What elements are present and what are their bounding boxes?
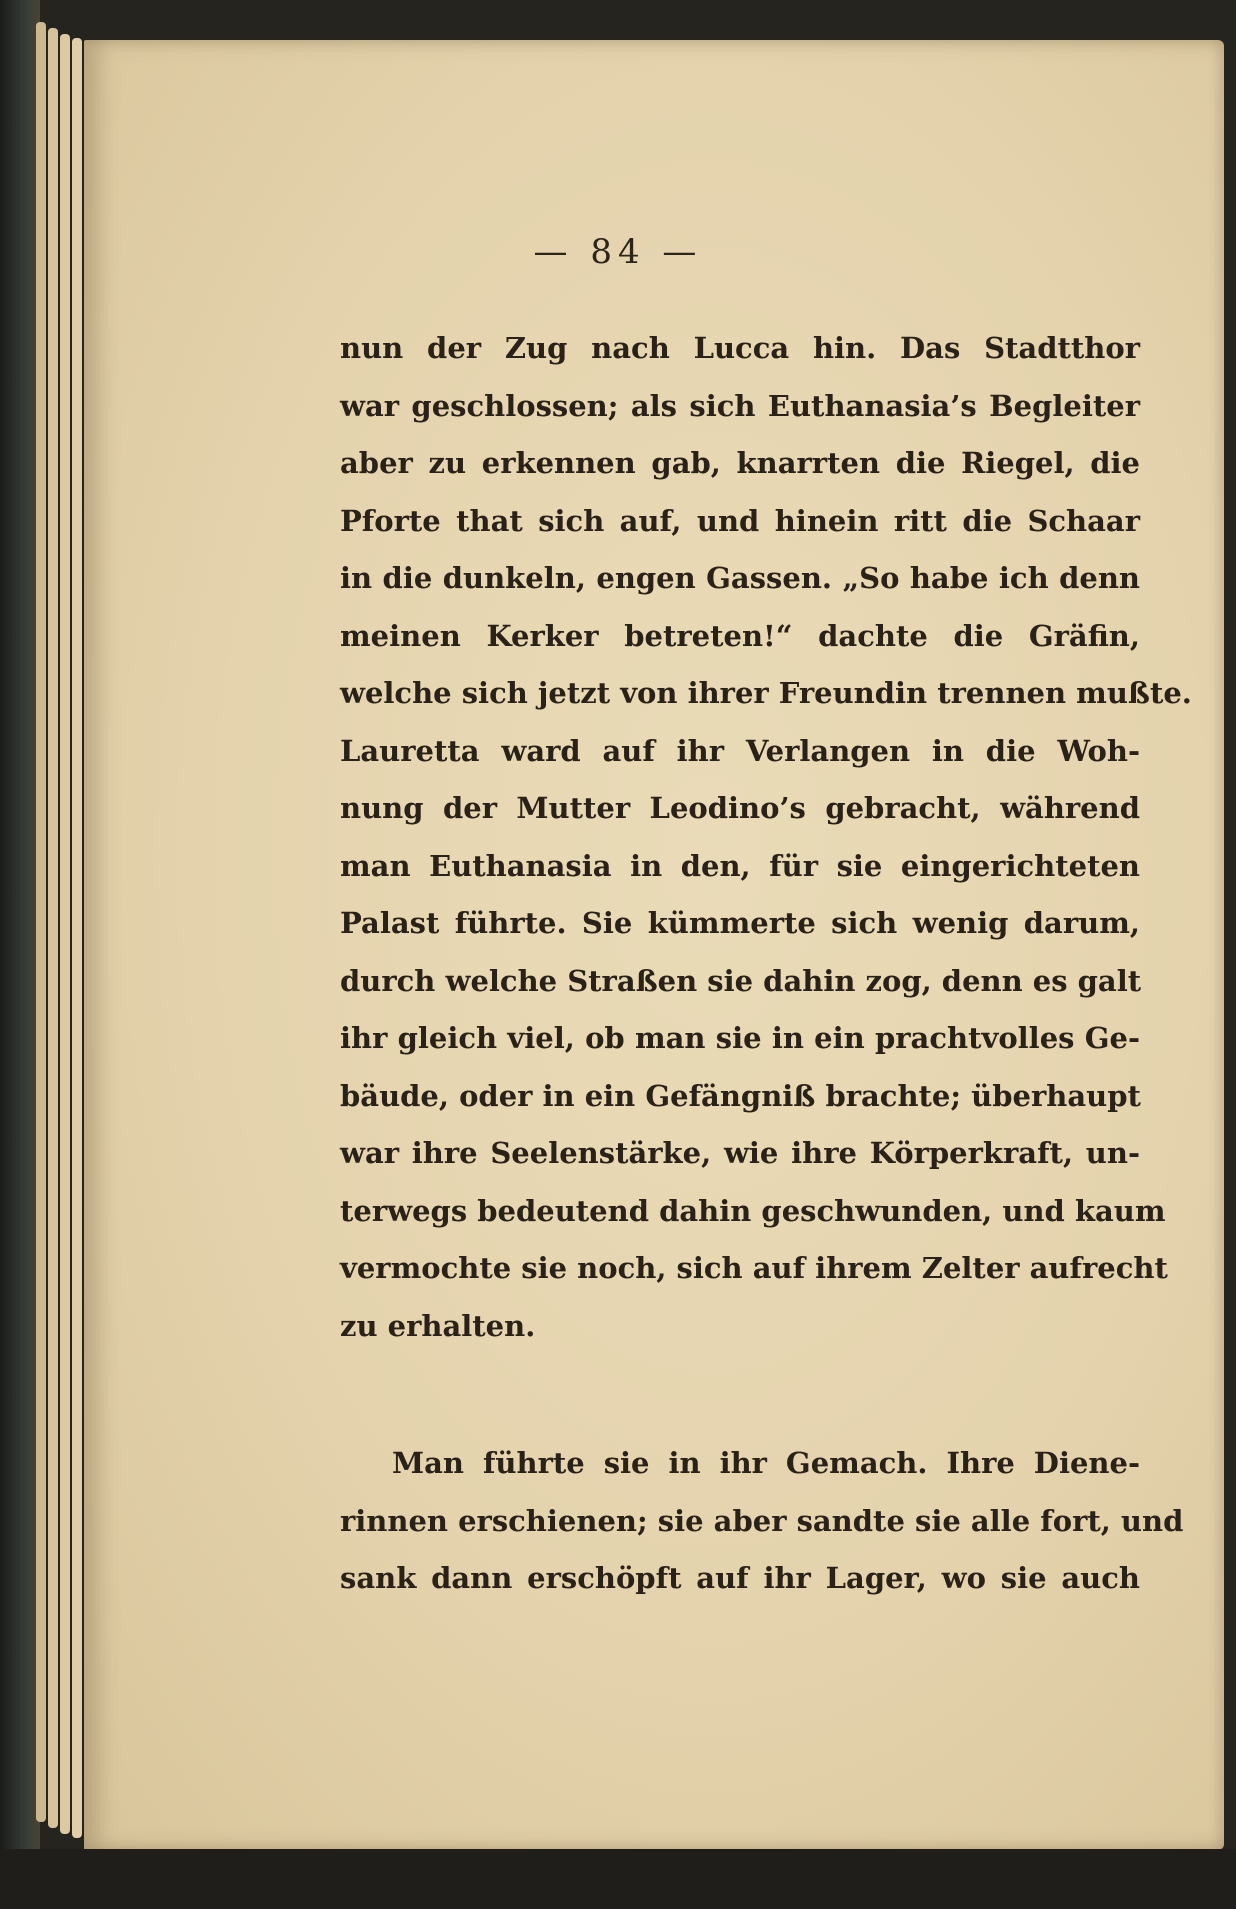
paragraph (340, 1435, 1184, 1608)
text-line: ihr gleich viel, ob man sie in ein prachtvolles Ge- (340, 1021, 1140, 1055)
page-edge (48, 28, 58, 1828)
text-line: zu erhalten. (340, 1308, 536, 1343)
text-line: durch welche Straßen sie dahin zog, denn es galt (340, 963, 1142, 998)
text-line: man Euthanasia in den, für sie eingerichteten (340, 848, 1140, 883)
body-text (340, 320, 1192, 1608)
book-cover-edge (0, 0, 40, 1909)
page-edge (36, 22, 46, 1822)
text-line: vermochte sie noch, sich auf ihrem Zelter aufrecht (340, 1251, 1168, 1285)
scan-bottom-edge (0, 1849, 1236, 1909)
page-edge (72, 38, 82, 1838)
text-line: Pforte that sich auf, und hinein ritt die Schaar (340, 503, 1140, 538)
paragraph (340, 320, 1192, 1355)
text-line: welche sich jetzt von ihrer Freundin trennen mußte. (340, 676, 1192, 710)
text-line: bäude, oder in ein Gefängniß brachte; überhaupt (340, 1078, 1141, 1113)
text-line: war ihre Seelenstärke, wie ihre Körperkraft, un- (340, 1136, 1140, 1170)
text-line: nung der Mutter Leodino’s gebracht, während (340, 791, 1140, 825)
text-line: in die dunkeln, engen Gassen. „So habe ich denn (340, 561, 1140, 595)
paragraph-gap (340, 1355, 1140, 1435)
text-line: Lauretta ward auf ihr Verlangen in die Woh- (340, 733, 1140, 768)
text-line: Palast führte. Sie kümmerte sich wenig darum, (340, 906, 1140, 940)
text-line: nun der Zug nach Lucca hin. Das Stadtthor (340, 331, 1140, 365)
text-line: terwegs bedeutend dahin geschwunden, und kaum (340, 1193, 1166, 1228)
text-line: war geschlossen; als sich Euthanasia’s Begleiter (340, 388, 1140, 423)
text-line: aber zu erkennen gab, knarrten die Riegel, die (340, 446, 1140, 480)
page-number: — 84 — (533, 232, 703, 272)
text-line: meinen Kerker betreten!“ dachte die Gräfin, (340, 618, 1140, 653)
text-line: Man führte sie in ihr Gemach. Ihre Diene- (392, 1446, 1140, 1480)
page-edge (60, 34, 70, 1834)
text-line: rinnen erschienen; sie aber sandte sie alle fort, und (340, 1503, 1184, 1538)
text-line: sank dann erschöpft auf ihr Lager, wo sie auch (340, 1561, 1140, 1595)
